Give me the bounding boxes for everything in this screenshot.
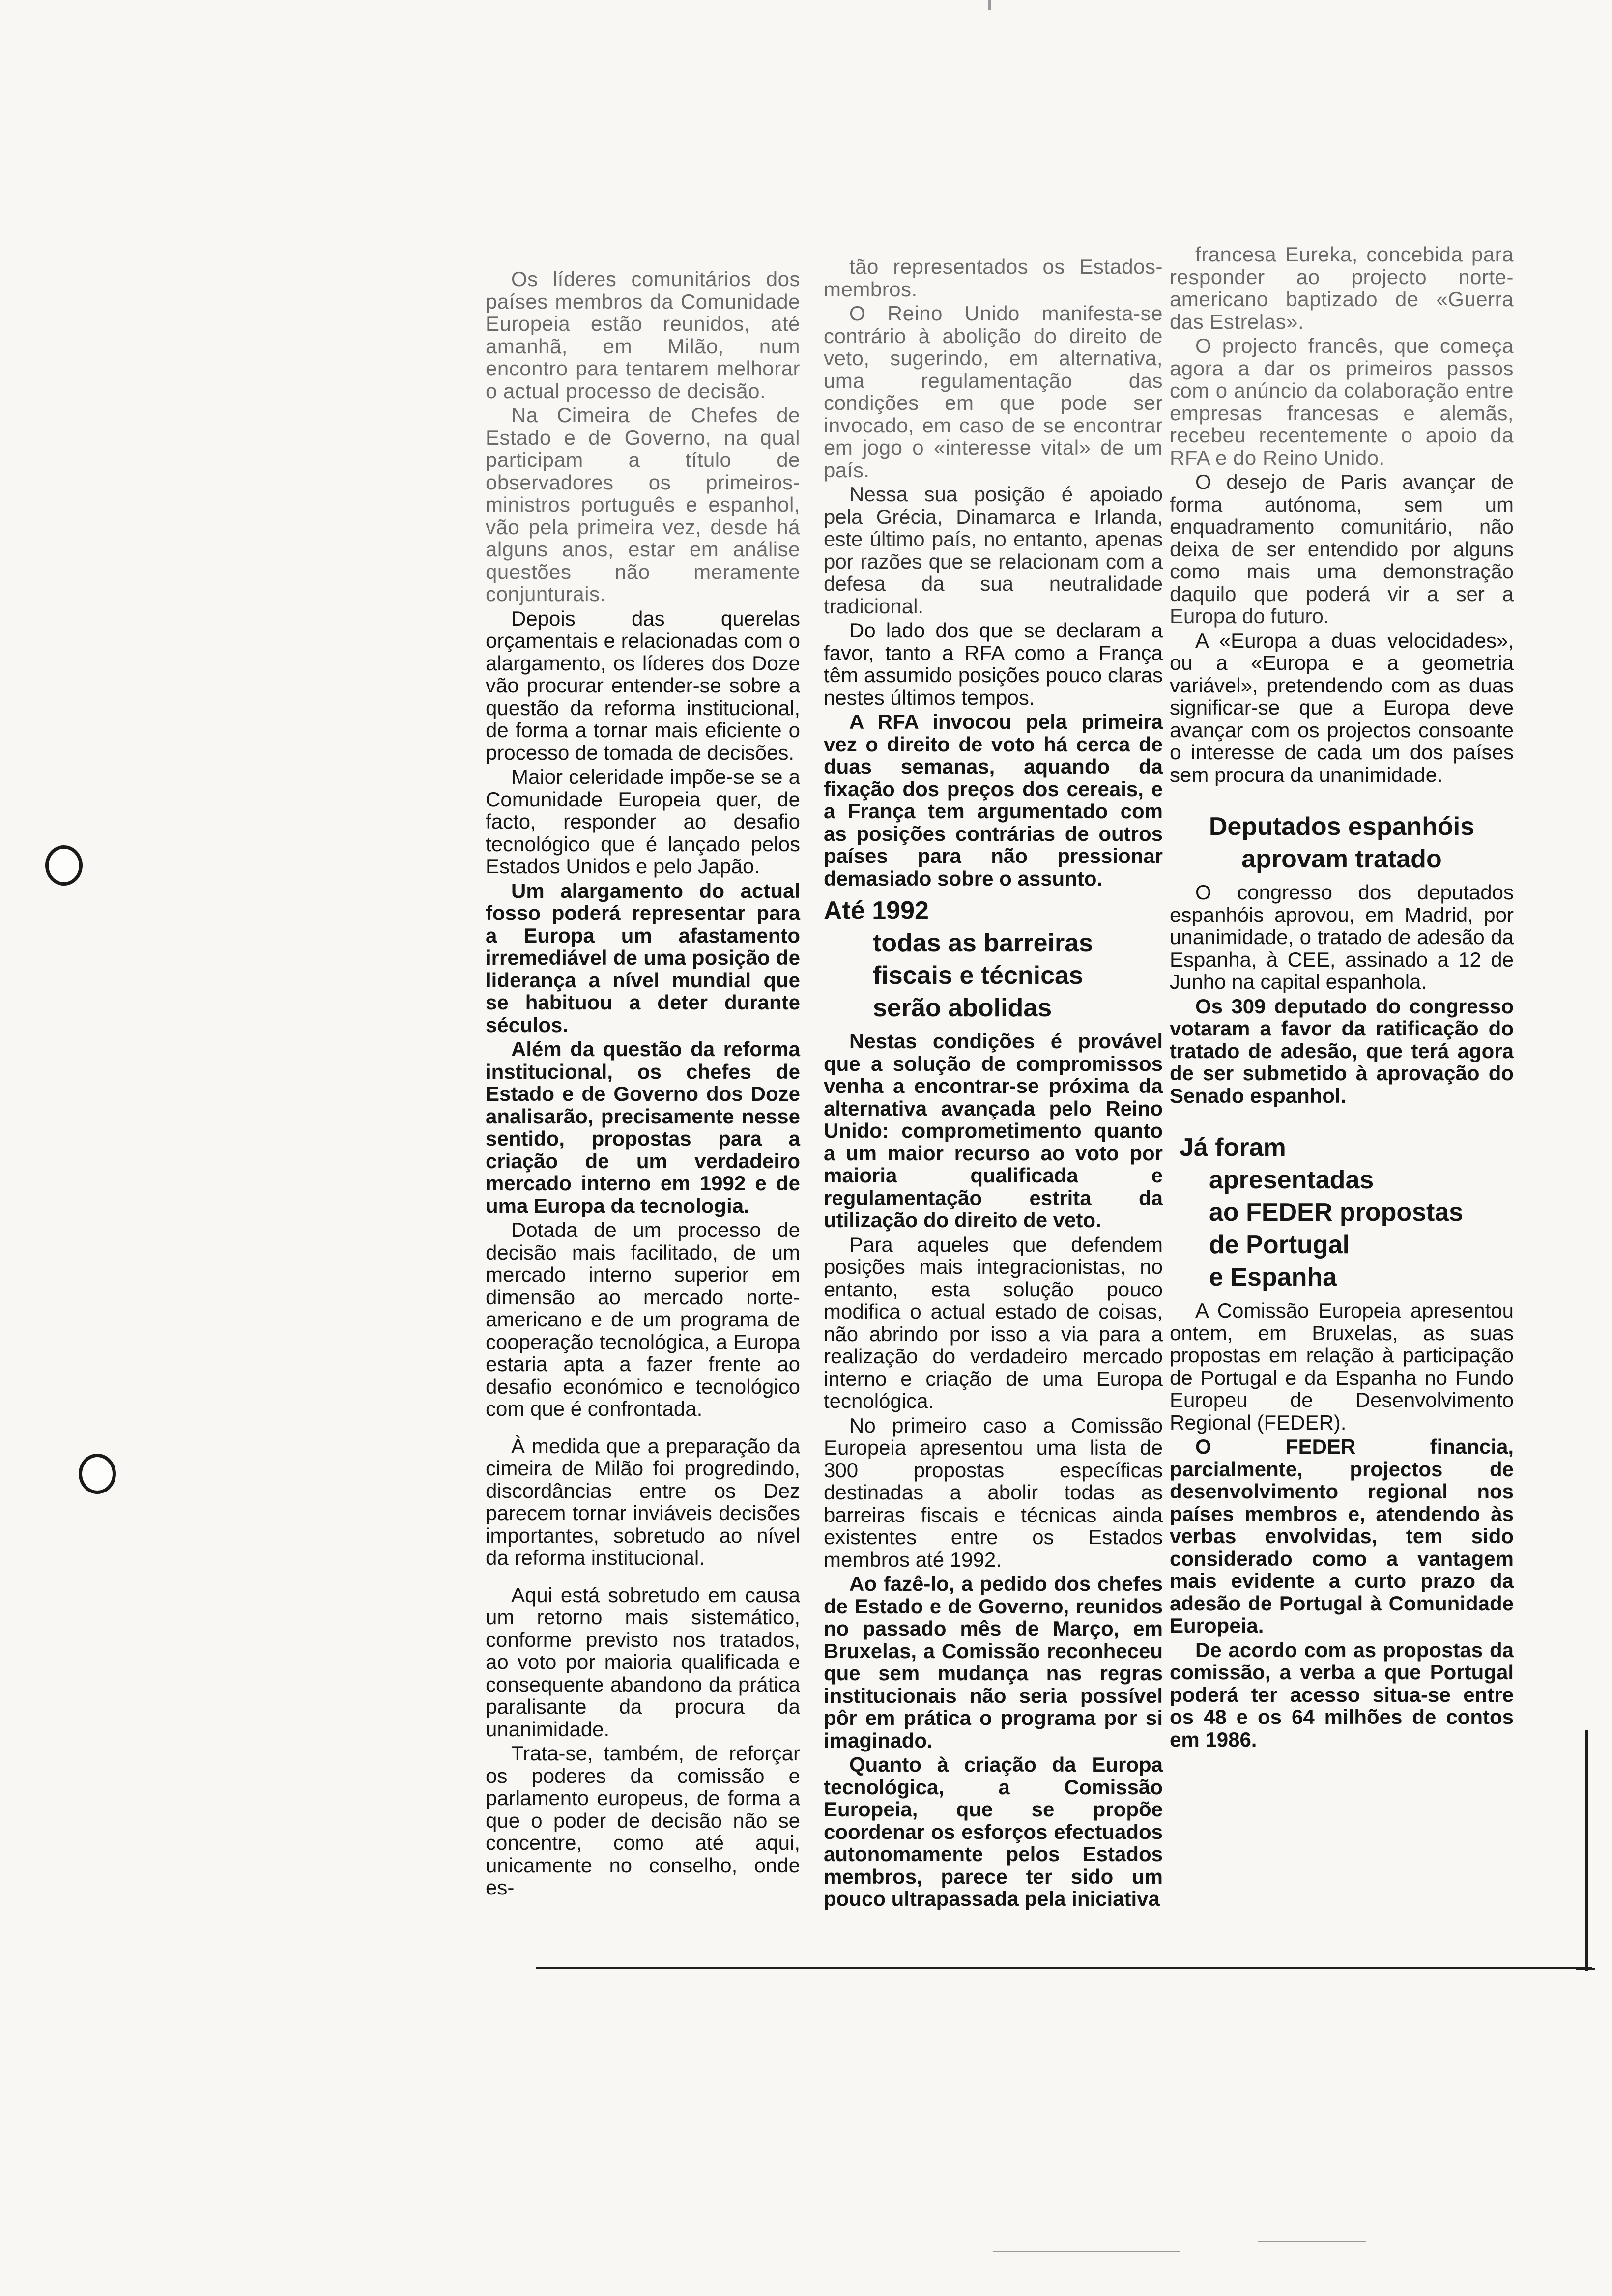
paragraph: Ao fazê-lo, a pedido dos chefes de Estado e de Governo, reunidos no passado mês de Março, em Bruxelas, a Comissão reconheceu que sem mudança nas regras institucionais não seria possível pôr em prática o programa por si imaginado. [824, 1572, 1163, 1752]
subheading-ate-1992 [824, 894, 1163, 1024]
paragraph: Aqui está sobretudo em causa um retorno mais sistemático, conforme previsto nos tratados, ao voto por maioria qualificada e consequente abandono da prática paralisante da procura da unanimidade. [486, 1583, 800, 1741]
scan-artifact [988, 0, 991, 10]
paragraph: A RFA invocou pela primeira vez o direito de voto há cerca de duas semanas, aquando da fixação dos preços dos cereais, e a França tem argumentado com as posições contrárias de outros países para não pressionar demasiado sobre o assunto. [824, 710, 1163, 890]
article-column-2 [824, 256, 1163, 1912]
paragraph: Os líderes comunitários dos países membros da Comunidade Europeia estão reunidos, até amanhã, em Milão, num encontro para tentarem melhorar o actual processo de decisão. [486, 267, 800, 402]
subheading-line: Até 1992 [824, 896, 929, 925]
paragraph: O Reino Unido manifesta-se contrário à abolição do direito de veto, sugerindo, em alternativa, uma regulamentação das condições em que pode ser invocado, em caso de se encontrar em jogo o «interesse vital» de um país. [824, 302, 1163, 482]
paragraph: O projecto francês, que começa agora a dar os primeiros passos com o anúncio da colaboração entre empresas francesas e alemãs, recebeu recentemente o apoio da RFA e do Reino Unido. [1170, 334, 1514, 469]
paragraph: Quanto à criação da Europa tecnológica, a Comissão Europeia, que se propõe coordenar os esforços efectuados autonomamente pelos Estados membros, parece ter sido um pouco ultrapassada pela iniciativa [824, 1753, 1163, 1910]
subheading-line: ao FEDER propostas [1209, 1198, 1464, 1227]
subheading-line: todas as barreiras [873, 929, 1094, 957]
punch-hole-top [45, 845, 83, 886]
column-rule-vertical [1585, 1730, 1588, 1971]
punch-hole-bottom [79, 1454, 116, 1494]
paragraph: Nessa sua posição é apoiado pela Grécia, Dinamarca e Irlanda, este último país, no entanto, apenas por razões que se relacionam com a defesa da sua neutralidade tradicional. [824, 483, 1163, 618]
paragraph: Maior celeridade impõe-se se a Comunidade Europeia quer, de facto, responder ao desafio tecnológico que é lançado pelos Estados Unidos e pelo Japão. [486, 765, 800, 878]
paragraph: De acordo com as propostas da comissão, a verba a que Portugal poderá ter acesso situa-se entre os 48 e os 64 milhões de contos em 1986. [1170, 1638, 1514, 1751]
subheading-line: fiscais e técnicas [873, 961, 1083, 990]
paragraph: O congresso dos deputados espanhóis aprovou, em Madrid, por unanimidade, o tratado de adesão da Espanha, à CEE, assinado a 12 de Junho na capital espanhola. [1170, 881, 1514, 993]
paragraph: Os 309 deputado do congresso votaram a favor da ratificação do tratado de adesão, que terá agora de ser submetido à aprovação do Senado espanhol. [1170, 994, 1514, 1107]
paragraph: Do lado dos que se declaram a favor, tanto a RFA como a França têm assumido posições pouco claras nestes últimos tempos. [824, 619, 1163, 709]
paragraph: francesa Eureka, concebida para responder ao projecto norte-americano baptizado de «Guerra das Estrelas». [1170, 243, 1514, 333]
paragraph: Para aqueles que defendem posições mais integracionistas, no entanto, esta solução pouco modifica o actual estado de coisas, não abrindo por isso a via para a realização do verdadeiro mercado interno e criação de uma Europa tecnológica. [824, 1233, 1163, 1412]
subheading-line: Já foram [1180, 1133, 1286, 1162]
subheading-line: aprovam tratado [1241, 845, 1442, 873]
subheading-line: e Espanha [1209, 1263, 1337, 1292]
article-column-3 [1170, 243, 1514, 1752]
paragraph: Na Cimeira de Chefes de Estado e de Governo, na qual participam a título de observadores os primeiros-ministros português e espanhol, vão pela primeira vez, desde há alguns anos, estar em análise questões não meramente conjunturais. [486, 403, 800, 605]
article-column-1 [486, 268, 800, 1901]
paragraph: No primeiro caso a Comissão Europeia apresentou uma lista de 300 propostas específicas destinadas a abolir todas as barreiras fiscais e técnicas ainda existentes entre os Estados membros até 1992. [824, 1413, 1163, 1571]
bottom-rule [536, 1967, 1592, 1969]
scan-artifact [993, 2251, 1180, 2252]
paragraph: Nestas condições é provável que a solução de compromissos venha a encontrar-se próxima da alternativa avançada pelo Reino Unido: comprometimento quanto a um maior recurso ao voto por maioria qualificada e regulamentação estrita da utilização do direito de veto. [824, 1030, 1163, 1232]
subheading-deputados [1170, 810, 1514, 875]
subheading-line: apresentadas [1209, 1166, 1374, 1194]
subheading-line: serão abolidas [873, 994, 1052, 1022]
subheading-line: Deputados espanhóis [1209, 812, 1475, 841]
paragraph: Um alargamento do actual fosso poderá representar para a Europa um afastamento irremediável de uma posição de liderança a nível mundial que se habituou a deter durante séculos. [486, 879, 800, 1036]
subheading-feder [1170, 1131, 1514, 1293]
paragraph: Depois das querelas orçamentais e relacionadas com o alargamento, os líderes dos Doze vão procurar entender-se sobre a questão da reforma institucional, de forma a tornar mais eficiente o processo de tomada de decisões. [486, 606, 800, 764]
paragraph: Além da questão da reforma institucional, os chefes de Estado e de Governo dos Doze analisarão, precisamente nesse sentido, propostas para a criação de um verdadeiro mercado interno em 1992 e de uma Europa da tecnologia. [486, 1037, 800, 1217]
paragraph: Trata-se, também, de reforçar os poderes da comissão e parlamento europeus, de forma a que o poder de decisão não se concentre, como até aqui, unicamente no conselho, onde es- [486, 1742, 800, 1899]
subheading-line: de Portugal [1209, 1231, 1350, 1259]
paragraph: O FEDER financia, parcialmente, projectos de desenvolvimento regional nos países membros e, atendendo às verbas envolvidas, tem sido considerado como a vantagem mais evidente a curto prazo da adesão de Portugal à Comunidade Europeia. [1170, 1435, 1514, 1637]
paragraph: tão representados os Estados-membros. [824, 255, 1163, 301]
paragraph: À medida que a preparação da cimeira de Milão foi progredindo, discordâncias entre os Dez parecem tornar inviáveis decisões importantes, sobretudo ao nível da reforma institucional. [486, 1434, 800, 1569]
paragraph: A «Europa a duas velocidades», ou a «Europa e a geometria variável», pretendendo com as duas significar-se que a Europa deve avançar com os projectos consoante o interesse de cada um dos países sem procura da unanimidade. [1170, 629, 1514, 786]
paragraph: Dotada de um processo de decisão mais facilitado, de um mercado interno superior em dimensão ao mercado norte-americano e de um programa de cooperação tecnológica, a Europa estaria apta a fazer frente ao desafio económico e tecnológico com que é confrontada. [486, 1218, 800, 1420]
scan-artifact [1258, 2241, 1366, 2242]
paragraph: A Comissão Europeia apresentou ontem, em Bruxelas, as suas propostas em relação à participação de Portugal e da Espanha no Fundo Europeu de Desenvolvimento Regional (FEDER). [1170, 1299, 1514, 1434]
paragraph: O desejo de Paris avançar de forma autónoma, sem um enquadramento comunitário, não deixa de ser entendido por alguns como mais uma demonstração daquilo que poderá vir a ser a Europa do futuro. [1170, 470, 1514, 628]
